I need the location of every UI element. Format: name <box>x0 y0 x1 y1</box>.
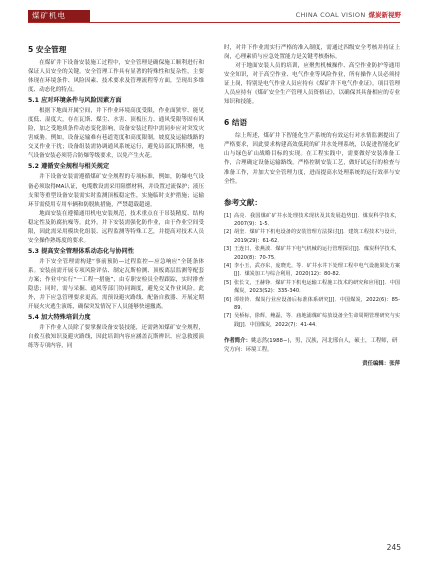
reference-item: [3] 王连日，张燕波．煤矿井下电气机械的运行管理探讨[J]．煤炭科学技术，2020(8)：70-75． <box>224 246 400 261</box>
paragraph: 综上所述，煤矿井下智能化生产系统的有效运行对水情监测提出了严格要求，因此要求构建高效低耗的矿井水处理系统，以促进智能化矿山与绿色矿山战略目标的实现。在工程实践中，需要做好安装准备工作，合理确定设备运输路线，严格控制安装工艺，做好试运行的检查与准备工作，并加大安全管理力度，进而提高水处理系统的运行效率与安全性。 <box>224 133 400 185</box>
journal-title-en: CHINA COAL VISION <box>295 11 366 19</box>
left-column <box>28 44 204 351</box>
paragraph: 根据下地面开属空间，井下作业环境高度受限，作业面狭窄、能见度低、湿度大，存在瓦斯、煤尘、水害、顶板压力、通风受限等固有风险，加之受地质条件动态变化影响，设备安装过程中需同步应对突发灾害威胁。例如，设备运输难有巷道宽度和高度限制，坡度及运输线路的交叉作业干扰；设备组装需协调通风系统运行，避免局部瓦斯积聚，电气设备安装必须符合防爆等级要求，以免产生火花。 <box>28 108 204 160</box>
paragraph: 井下作业人员除了要掌握设备安装技能，还需熟知煤矿安全规程，自救互救知识及避灾路线，因此培训内容应涵盖瓦斯辨识、应急救援演练等专项内容，同 <box>28 325 204 350</box>
paragraph-continued: 时，对井下作业需实行严格的准入制度，需通过四级安全考核并持证上岗，心理素质与应急处置能力是关键考核指标。 <box>224 45 400 61</box>
subsection-heading-5-2: 5.2 遵循安全规程与相关规定 <box>28 163 110 171</box>
subsection-heading-5-4: 5.4 加大特殊培训力度 <box>28 314 91 322</box>
reference-item: [5] 张长文，王赫铮．煤矿井下机电运输工程施工技术的研究和应用[J]．中国煤炭，2023(S2)：335-340． <box>224 279 400 295</box>
references-heading: 参考文献： <box>224 197 262 207</box>
reference-item: [7] 吴桥标，徐辉，鲍磊，等．庙地浦煤矿综放设备全生命周期管理研究与实践[J]．中国煤炭，2022(7)：41-44． <box>224 313 400 328</box>
paragraph: 在煤矿井下设备安装施工过程中，安全管理是确保施工顺利进行和保证人员安全的关键。安全管理工作具有显著的特殊性和复杂性，主要体现在环境条件、风险因素、技术要求及管理流程等方面，呈现出多维度、动态化的特点。 <box>28 60 204 94</box>
header-rule <box>28 22 400 23</box>
paragraph: 对于地面安装人员的培训，应聚焦机械操作、高空作业防护等通用安全知识，对于高空作业、电气作业等风险作业，所有操作人员必须持证上岗，特别是电气作业人员应持有《煤矿井下电气作业证》，项目管理人员应持有《煤矿安全生产管理人员资格证》，以确保其具备相应的专业知识和技能。 <box>224 63 400 106</box>
page-header <box>0 0 427 32</box>
paragraph: 井下安全管理需构建“事前预防—过程监控—应急响应”全链条体系。安装前需开展专项风险评估、制定瓦斯检测、顶板离层监测等配套方案；作业中实行“一工程一措施”，由专职安检员全程跟踪，实时排查隐患；同时，需与采掘、通风等部门协同调度，避免交叉作业风险。此外，井下应急管理要求更高，需预设避灾路线、配备自救器、开展定期开展火灾逃生演练，确保突发情况下人员能够快速撤离。 <box>28 258 204 311</box>
subsection-heading-5-1: 5.1 应对环境条件与风险因素方面 <box>28 97 122 105</box>
responsible-editor: 责任编辑：张萍 <box>362 361 400 368</box>
reference-item: [1] 高亮．我国煤矿矿井水处理技术现状及其发展趋势[J]．煤炭科学技术，2007(9)：1-5． <box>224 212 400 228</box>
author-text: 姚志然(1988−)，男，汉族，河北邢台人，硕士，工程师，研究方向：环境工程。 <box>224 338 398 354</box>
section-label: 煤矿机电 <box>28 10 90 22</box>
reference-item: [4] 李小玉，武亦东，庞晓光，等．矿井水井下处理工程中电气设施果处方案[J]．煤炭加工与综合利用，2020(12)：80-82． <box>224 263 400 278</box>
references-list <box>224 212 400 330</box>
page-number: 245 <box>386 543 401 552</box>
paragraph: 井下设备安装需遵循煤矿安全规程的专项标准，例如，防爆电气设备必须取得MA认证，电缆敷设需采用阻燃材料，并设置过流保护；液压支架等重型设备安装需实时监测顶板稳定性，实施临时支护措施；运输环节需使用专用车辆和防脱轨措施，严禁超载超速。 <box>28 174 204 208</box>
section-heading-6: 6 结语 <box>224 118 248 128</box>
reference-item: [6] 谭娃铃．煤炭行业应设备后标准体系研究[J]．中国煤炭，2022(6)：85-89． <box>224 296 400 312</box>
reference-item: [2] 胡奎．煤矿井下机电设备的安装管理方法探讨[J]．建筑工程技术与设计，2019(29)：61-62． <box>224 229 400 244</box>
subsection-heading-5-3: 5.3 提高安全管理体系动态化与协同性 <box>28 247 134 255</box>
journal-title <box>296 9 401 21</box>
journal-title-cn: 煤炭新视野 <box>368 11 401 19</box>
section-heading-5: 5 安全管理 <box>28 45 67 54</box>
author-label: 作者简介： <box>224 338 251 345</box>
author-bio <box>224 337 400 355</box>
paragraph: 地面安装在遵循通用机电安装规范，技术重点在于吊装精度、结构稳定性及防腐抗噪等。此外，井下安装需强化防作业，由于作业空间受限，因此需采用模块化组装、远程监测等特殊工艺，并提高对技术人员安全操作熟练度的要求。 <box>28 210 204 244</box>
right-column <box>224 44 400 368</box>
